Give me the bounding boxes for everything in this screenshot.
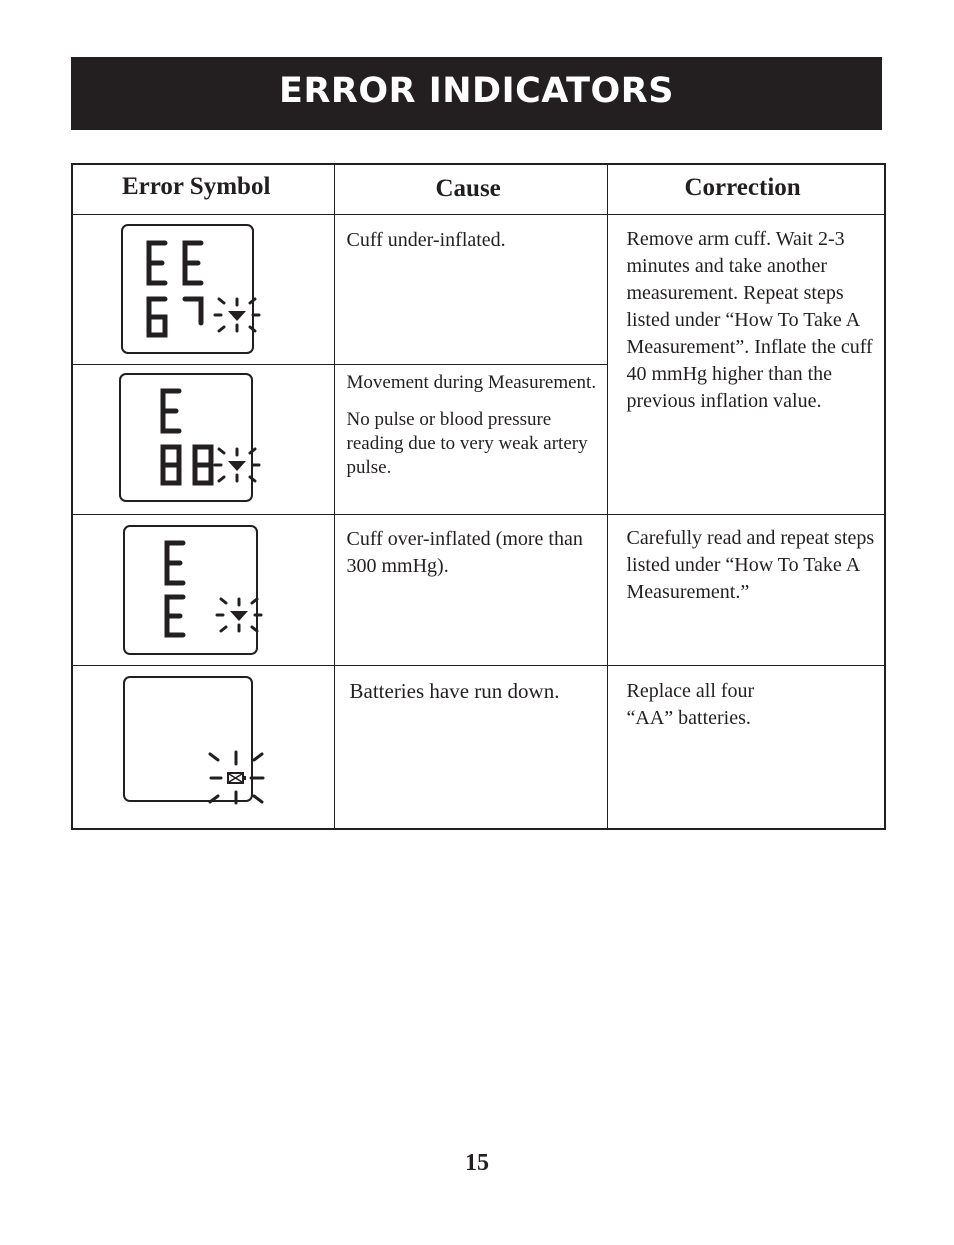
correction-cell: Carefully read and repeat steps listed under “How To Take A Measurement.” — [607, 514, 885, 665]
lcd-e-e-flashing-cuff-icon — [73, 515, 273, 655]
table-row — [72, 215, 885, 365]
lcd-flashing-battery-icon — [73, 666, 293, 826]
page-number: 15 — [465, 1150, 489, 1176]
symbol-cell — [72, 666, 334, 829]
lcd-ee-67-flashing-cuff-icon — [73, 215, 273, 355]
battery-icon — [228, 773, 246, 783]
header-error-symbol: Error Symbol — [72, 164, 334, 215]
symbol-cell — [72, 365, 334, 514]
header-cause: Cause — [334, 164, 607, 215]
cause-cell: Cuff under-inflated. — [334, 215, 607, 365]
table-row — [72, 514, 885, 665]
correction-cell: Remove arm cuff. Wait 2-3 minutes and take another measurement. Repeat steps listed under “How To Take A Measurement”. Inflate the cuff 40 mmHg higher than the previous inflation value. — [607, 215, 885, 515]
symbol-cell — [72, 215, 334, 365]
cause-cell: Cuff over-inflated (more than 300 mmHg). — [334, 514, 607, 665]
table-row — [72, 666, 885, 829]
error-indicators-table — [71, 163, 886, 830]
lcd-e-88-flashing-cuff-icon — [73, 365, 273, 505]
cause-cell: Batteries have run down. — [334, 666, 607, 829]
symbol-cell — [72, 514, 334, 665]
page-title: ERROR INDICATORS — [279, 71, 674, 111]
correction-cell: Replace all four “AA” batteries. — [607, 666, 885, 829]
cause-cell: Movement during Measurement. No pulse or blood pressure reading due to very weak artery pulse. — [334, 365, 607, 514]
header-correction: Correction — [607, 164, 885, 215]
title-bar — [71, 57, 882, 130]
table-header-row — [72, 164, 885, 215]
